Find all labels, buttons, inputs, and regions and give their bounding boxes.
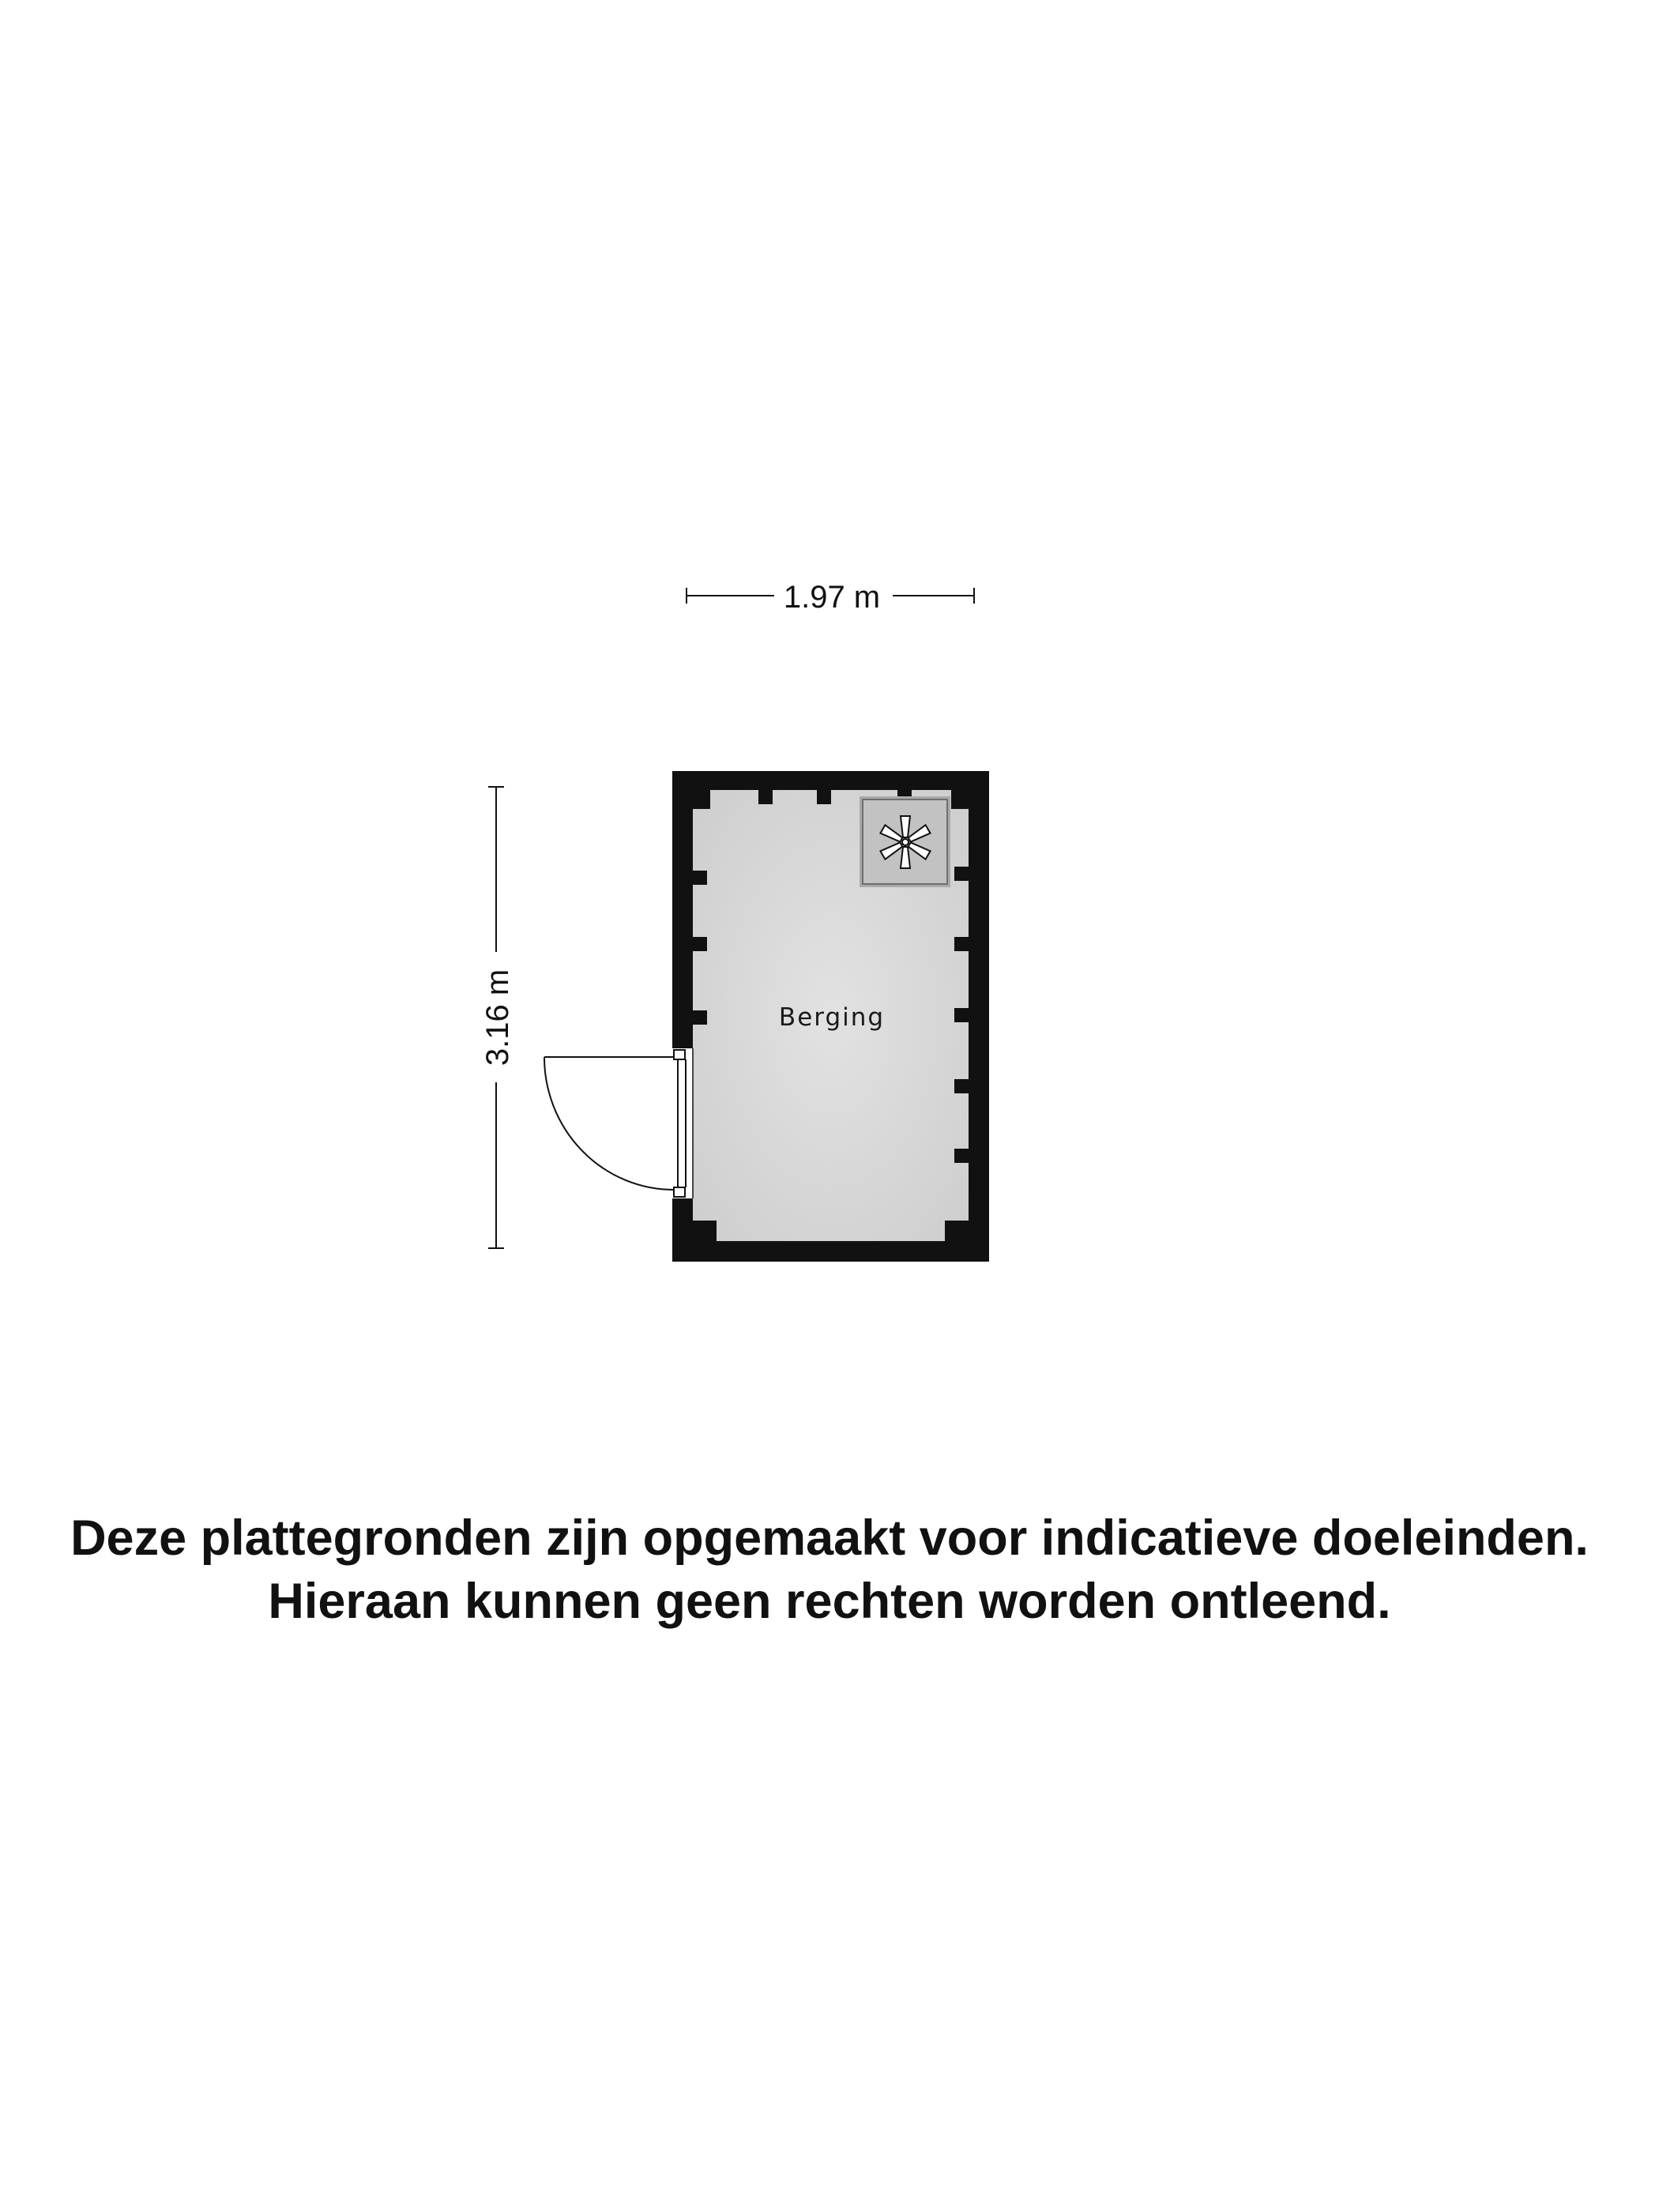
- width-dimension-label: 1.97 m: [783, 580, 881, 615]
- room-label: Berging: [778, 1003, 886, 1032]
- appliance-unit: [860, 796, 950, 887]
- disclaimer-line-2: Hieraan kunnen geen rechten worden ontleend.: [268, 1574, 1391, 1629]
- disclaimer-line-1: Deze plattegronden zijn opgemaakt voor indicatieve doeleinden.: [70, 1510, 1589, 1566]
- height-dimension-label: 3.16 m: [480, 969, 515, 1066]
- height-dimension: [480, 787, 515, 1248]
- door-swing-icon: [544, 1057, 674, 1190]
- width-dimension: [687, 580, 974, 615]
- door: [544, 1048, 693, 1198]
